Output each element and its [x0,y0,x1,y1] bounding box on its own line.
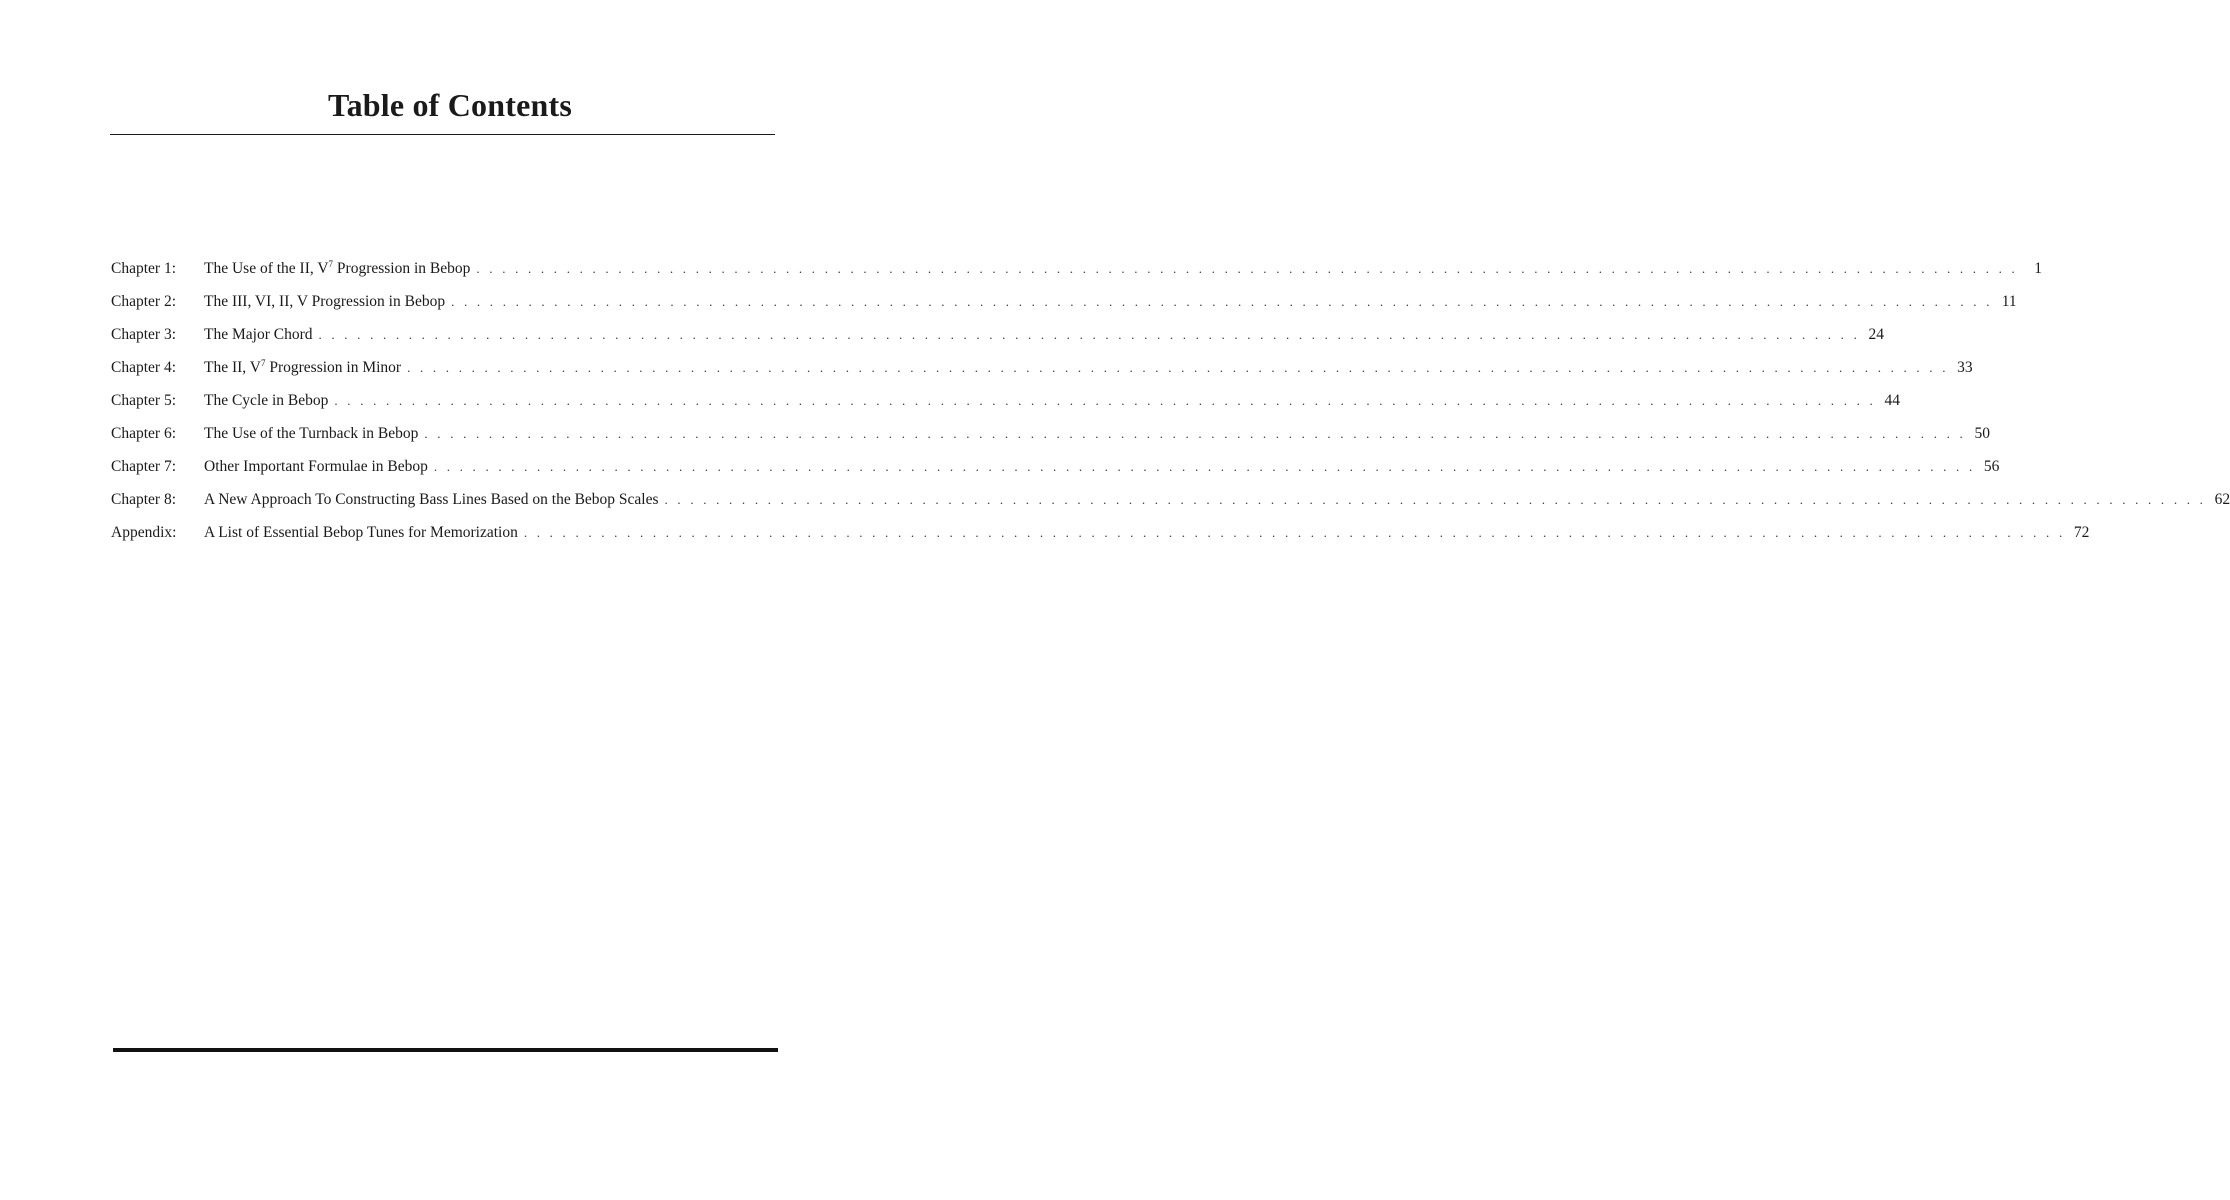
superscript-seven: 7 [328,259,334,269]
toc-entry-label: Chapter 1: [111,260,176,277]
toc-entry-label: Chapter 6: [111,425,176,442]
toc-entry-title-text: The Use of the II, V [204,260,329,277]
toc-entry-title [204,351,407,384]
toc-entry-page: 62 [2214,491,2230,508]
dot-leader: . . . . . . . . . . . . . . . . . . . . . . . . . . . . . . . . . . . . . . . . . . . . . . . . . . . . . . . . . . . . . . . . . . . . . . . . . . . . . . . . . . . . . . . . . . . . . . . . . . . . . . . . . . . . . . . . . . . . . . . . [424,426,1966,441]
dot-leader: . . . . . . . . . . . . . . . . . . . . . . . . . . . . . . . . . . . . . . . . . . . . . . . . . . . . . . . . . . . . . . . . . . . . . . . . . . . . . . . . . . . . . . . . . . . . . . . . . . . . . . . . . . . . . . . . . . . . . . . . [318,327,1861,342]
superscript-seven: 7 [260,358,266,368]
toc-entry-chapter-4[interactable] [111,351,1973,384]
bottom-rule [113,1048,778,1052]
toc-entry-page: 1 [2034,260,2042,277]
toc-entry-page: 56 [1983,458,2000,475]
toc-entry-chapter-3[interactable] [111,318,1885,351]
toc-entry-title: A New Approach To Constructing Bass Lines Based on the Bebop Scales [204,491,659,508]
toc-entry-title: Other Important Formulae in Bebop [204,458,428,475]
toc-entry-page: 72 [2073,524,2090,541]
toc-entry-title-text: Progression in Minor [265,359,402,376]
toc-entry-title-text: The II, V [204,359,261,376]
toc-entry-chapter-8[interactable] [111,483,2230,516]
toc-entry-label: Appendix: [111,524,177,541]
dot-leader: . . . . . . . . . . . . . . . . . . . . . . . . . . . . . . . . . . . . . . . . . . . . . . . . . . . . . . . . . . . . . . . . . . . . . . . . . . . . . . . . . . . . . . . . . . . . . . . . . . . . . . . . . . . . . . . . . . . . . . . . [664,492,2207,507]
dot-leader: . . . . . . . . . . . . . . . . . . . . . . . . . . . . . . . . . . . . . . . . . . . . . . . . . . . . . . . . . . . . . . . . . . . . . . . . . . . . . . . . . . . . . . . . . . . . . . . . . . . . . . . . . . . . . . . . . . . . . . . . [407,360,1949,375]
toc-entry-chapter-1[interactable] [111,252,2042,285]
toc-entry-chapter-7[interactable] [111,450,2000,483]
toc-entry-label: Chapter 7: [111,458,176,475]
toc-entry-page: 33 [1957,359,1973,376]
dot-leader: . . . . . . . . . . . . . . . . . . . . . . . . . . . . . . . . . . . . . . . . . . . . . . . . . . . . . . . . . . . . . . . . . . . . . . . . . . . . . . . . . . . . . . . . . . . . . . . . . . . . . . . . . . . . . . . . . . . . . . . . [334,393,1876,408]
dot-leader: . . . . . . . . . . . . . . . . . . . . . . . . . . . . . . . . . . . . . . . . . . . . . . . . . . . . . . . . . . . . . . . . . . . . . . . . . . . . . . . . . . . . . . . . . . . . . . . . . . . . . . . . . . . . . . . . . . . . . . . . [476,261,2018,276]
toc-entry-title: The III, VI, II, V Progression in Bebop [204,293,446,310]
toc-entry-chapter-6[interactable] [111,417,1990,450]
table-of-contents [111,252,2230,549]
toc-entry-title: The Cycle in Bebop [204,392,329,409]
dot-leader: . . . . . . . . . . . . . . . . . . . . . . . . . . . . . . . . . . . . . . . . . . . . . . . . . . . . . . . . . . . . . . . . . . . . . . . . . . . . . . . . . . . . . . . . . . . . . . . . . . . . . . . . . . . . . . . . . . . . . . . . [433,459,1976,474]
toc-entry-label: Chapter 8: [111,491,176,508]
toc-entry-page: 44 [1884,392,1900,409]
toc-entry-title-text: Progression in Bebop [333,260,471,277]
toc-entry-chapter-2[interactable] [111,285,2017,318]
toc-entry-chapter-5[interactable] [111,384,1900,417]
toc-entry-appendix[interactable] [111,516,2090,549]
page-title: Table of Contents [327,87,573,123]
toc-entry-label: Chapter 3: [111,326,176,343]
toc-entry-label: Chapter 5: [111,392,176,409]
title-underline-rule [110,134,775,135]
toc-entry-label: Chapter 2: [111,293,176,310]
toc-entry-title: A List of Essential Bebop Tunes for Memorization [204,524,518,541]
toc-entry-page: 11 [2001,293,2017,310]
toc-entry-title [204,252,476,285]
dot-leader: . . . . . . . . . . . . . . . . . . . . . . . . . . . . . . . . . . . . . . . . . . . . . . . . . . . . . . . . . . . . . . . . . . . . . . . . . . . . . . . . . . . . . . . . . . . . . . . . . . . . . . . . . . . . . . . . . . . . . . . . [451,294,1993,309]
dot-leader: . . . . . . . . . . . . . . . . . . . . . . . . . . . . . . . . . . . . . . . . . . . . . . . . . . . . . . . . . . . . . . . . . . . . . . . . . . . . . . . . . . . . . . . . . . . . . . . . . . . . . . . . . . . . . . . . . . . . . . . . [523,525,2066,540]
toc-entry-page: 24 [1868,326,1885,343]
toc-entry-page: 50 [1974,425,1990,442]
toc-entry-title: The Major Chord [204,326,313,343]
toc-entry-label: Chapter 4: [111,359,176,376]
toc-entry-title: The Use of the Turnback in Bebop [204,425,419,442]
